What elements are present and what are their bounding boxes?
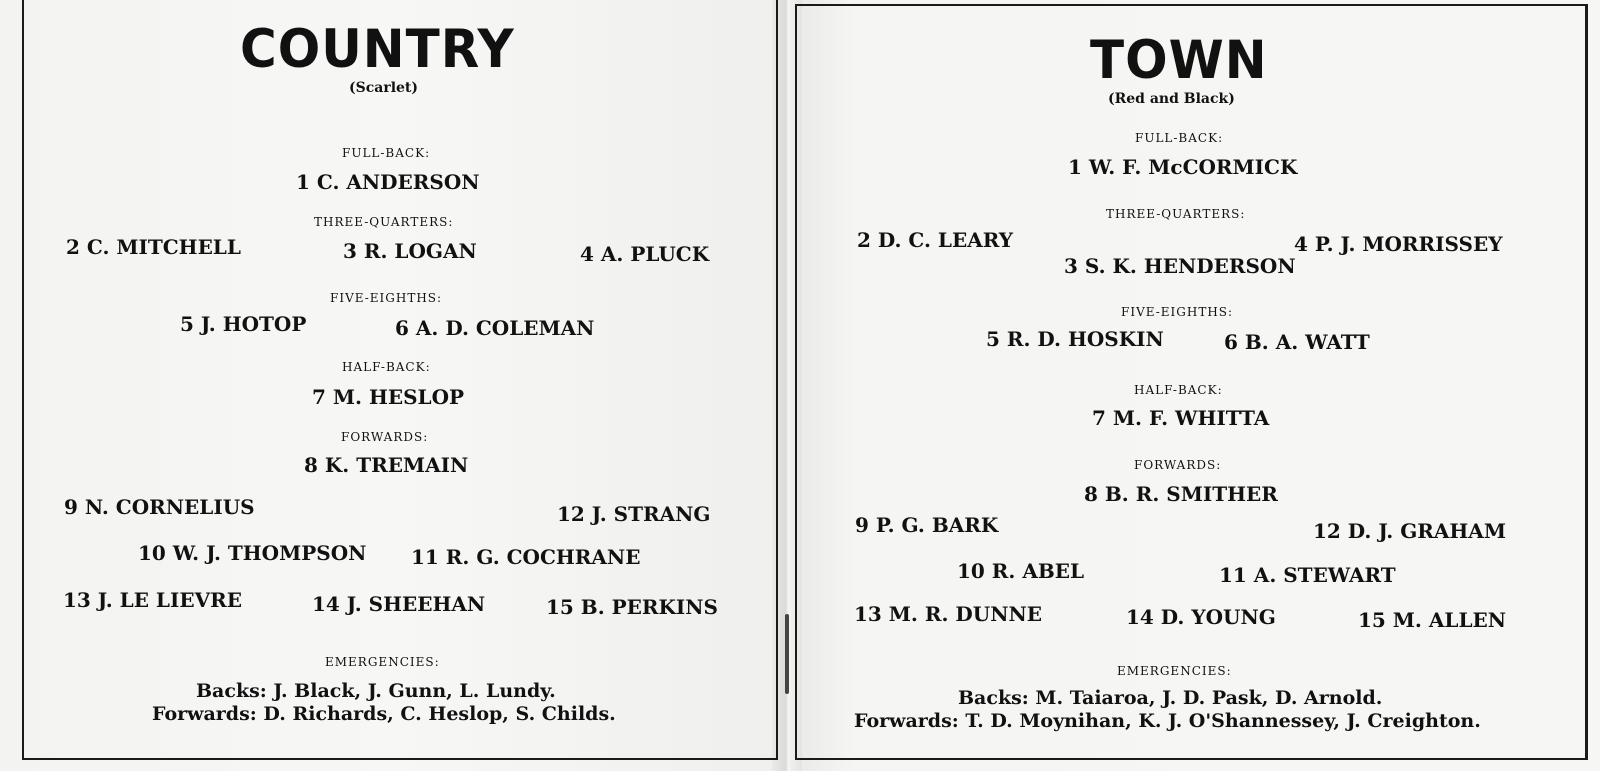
town-player-12: 12 D. J. GRAHAM xyxy=(1313,519,1506,543)
country-player-9: 9 N. CORNELIUS xyxy=(64,495,255,519)
town-halfback-label: HALF-BACK: xyxy=(1134,383,1223,397)
country-player-3: 3 R. LOGAN xyxy=(343,239,477,263)
country-halfback-label: HALF-BACK: xyxy=(342,360,431,374)
town-player-9: 9 P. G. BARK xyxy=(855,513,999,537)
town-emergency-forwards: Forwards: T. D. Moynihan, K. J. O'Shannessey, J. Creighton. xyxy=(854,710,1481,732)
country-forwards-label: FORWARDS: xyxy=(341,430,429,444)
town-border xyxy=(795,4,1588,760)
town-player-15: 15 M. ALLEN xyxy=(1358,608,1507,632)
country-player-11: 11 R. G. COCHRANE xyxy=(411,545,641,569)
town-player-2: 2 D. C. LEARY xyxy=(857,228,1014,252)
country-player-4: 4 A. PLUCK xyxy=(580,242,710,266)
town-emergency-backs: Backs: M. Taiaroa, J. D. Pask, D. Arnold. xyxy=(958,687,1383,709)
country-emergency-backs: Backs: J. Black, J. Gunn, L. Lundy. xyxy=(196,680,556,702)
country-player-8: 8 K. TREMAIN xyxy=(304,453,469,477)
country-title: COUNTRY xyxy=(240,18,515,80)
town-player-13: 13 M. R. DUNNE xyxy=(854,602,1042,626)
country-emergencies-label: EMERGENCIES: xyxy=(325,655,440,669)
country-player-6: 6 A. D. COLEMAN xyxy=(395,316,595,340)
country-colours: (Scarlet) xyxy=(349,80,419,96)
country-player-15: 15 B. PERKINS xyxy=(546,595,718,619)
town-player-3: 3 S. K. HENDERSON xyxy=(1064,254,1296,278)
country-player-14: 14 J. SHEEHAN xyxy=(312,592,486,616)
town-fiveeighths-label: FIVE-EIGHTHS: xyxy=(1121,305,1234,319)
country-fullback-label: FULL-BACK: xyxy=(342,146,431,160)
town-colours: (Red and Black) xyxy=(1108,91,1235,107)
town-player-11: 11 A. STEWART xyxy=(1219,563,1396,587)
country-player-1: 1 C. ANDERSON xyxy=(296,170,480,194)
country-player-12: 12 J. STRANG xyxy=(557,502,711,526)
country-player-13: 13 J. LE LIEVRE xyxy=(63,588,242,612)
town-player-1: 1 W. F. McCORMICK xyxy=(1068,155,1298,179)
town-player-7: 7 M. F. WHITTA xyxy=(1092,406,1270,430)
town-player-8: 8 B. R. SMITHER xyxy=(1084,482,1278,506)
country-player-10: 10 W. J. THOMPSON xyxy=(138,541,367,565)
town-player-5: 5 R. D. HOSKIN xyxy=(986,327,1164,351)
staple xyxy=(785,614,789,694)
town-player-6: 6 B. A. WATT xyxy=(1224,330,1370,354)
town-forwards-label: FORWARDS: xyxy=(1134,458,1222,472)
town-threequarters-label: THREE-QUARTERS: xyxy=(1106,207,1246,221)
town-player-14: 14 D. YOUNG xyxy=(1126,605,1276,629)
country-player-5: 5 J. HOTOP xyxy=(180,312,307,336)
country-emergency-forwards: Forwards: D. Richards, C. Heslop, S. Childs. xyxy=(152,703,616,725)
town-player-10: 10 R. ABEL xyxy=(957,559,1085,583)
country-threequarters-label: THREE-QUARTERS: xyxy=(314,215,454,229)
country-player-2: 2 C. MITCHELL xyxy=(66,235,241,259)
country-player-7: 7 M. HESLOP xyxy=(312,385,465,409)
town-emergencies-label: EMERGENCIES: xyxy=(1117,664,1232,678)
town-title: TOWN xyxy=(1090,29,1268,91)
town-player-4: 4 P. J. MORRISSEY xyxy=(1294,232,1503,256)
town-fullback-label: FULL-BACK: xyxy=(1135,131,1224,145)
country-fiveeighths-label: FIVE-EIGHTHS: xyxy=(330,291,443,305)
country-border xyxy=(22,0,778,760)
